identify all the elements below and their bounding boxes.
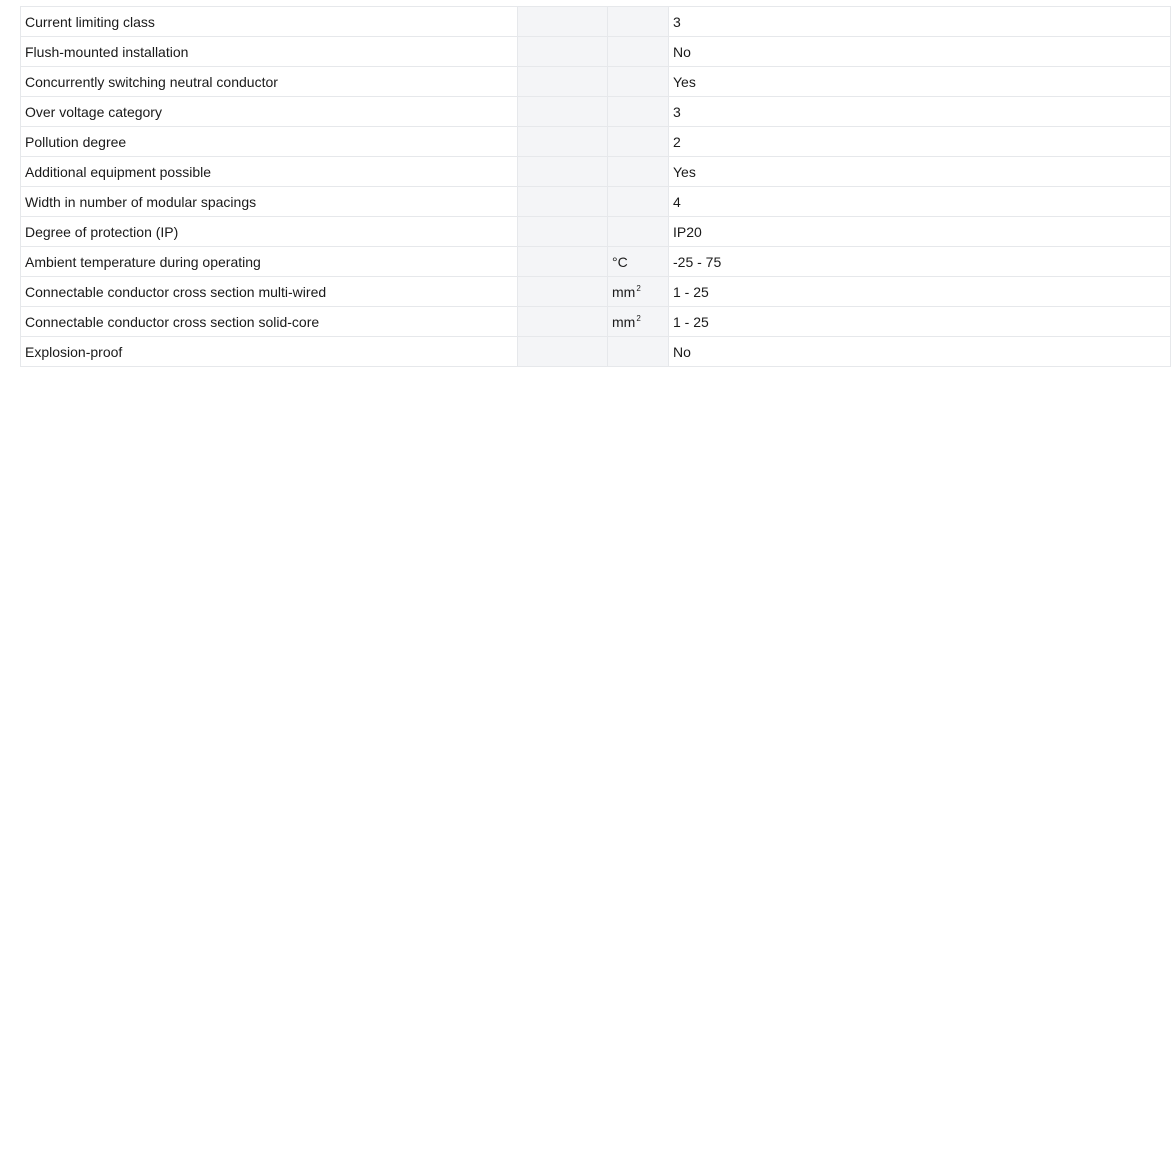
table-row [21,307,1171,337]
spec-unit [608,127,669,157]
spec-value: -25 - 75 [669,247,1171,277]
spec-value: IP20 [669,217,1171,247]
spec-empty-cell [518,217,608,247]
spec-empty-cell [518,187,608,217]
spec-unit [608,157,669,187]
spec-unit [608,247,669,277]
spec-label: Ambient temperature during operating [21,247,518,277]
spec-unit [608,7,669,37]
table-row [21,7,1171,37]
spec-label: Degree of protection (IP) [21,217,518,247]
spec-empty-cell [518,307,608,337]
spec-value: Yes [669,67,1171,97]
spec-unit [608,187,669,217]
table-row [21,217,1171,247]
spec-empty-cell [518,247,608,277]
spec-unit-text: mm [612,313,636,330]
spec-label: Width in number of modular spacings [21,187,518,217]
spec-label: Flush-mounted installation [21,37,518,67]
spec-empty-cell [518,277,608,307]
table-row [21,157,1171,187]
spec-empty-cell [518,67,608,97]
spec-unit-text: °C [612,253,628,270]
table-row [21,97,1171,127]
table-row [21,67,1171,97]
spec-empty-cell [518,97,608,127]
spec-unit [608,307,669,337]
spec-unit [608,97,669,127]
spec-label: Additional equipment possible [21,157,518,187]
spec-unit-superscript: 2 [636,283,641,293]
table-row [21,337,1171,367]
spec-value: 1 - 25 [669,277,1171,307]
spec-unit-superscript: 2 [636,313,641,323]
spec-unit [608,37,669,67]
spec-label: Explosion-proof [21,337,518,367]
spec-empty-cell [518,37,608,67]
spec-unit [608,277,669,307]
spec-label: Pollution degree [21,127,518,157]
spec-value: No [669,337,1171,367]
spec-unit-text: mm [612,283,636,300]
spec-empty-cell [518,337,608,367]
spec-empty-cell [518,127,608,157]
spec-unit [608,337,669,367]
spec-unit [608,217,669,247]
spec-label: Over voltage category [21,97,518,127]
table-row [21,277,1171,307]
spec-value: No [669,37,1171,67]
spec-value: 3 [669,7,1171,37]
spec-unit [608,67,669,97]
spec-value: 4 [669,187,1171,217]
table-row [21,127,1171,157]
table-row [21,247,1171,277]
spec-empty-cell [518,7,608,37]
spec-label: Concurrently switching neutral conductor [21,67,518,97]
spec-empty-cell [518,157,608,187]
spec-value: 1 - 25 [669,307,1171,337]
spec-value: Yes [669,157,1171,187]
spec-table-body [21,7,1171,367]
spec-table [20,6,1171,367]
spec-label: Connectable conductor cross section multi-wired [21,277,518,307]
spec-label: Connectable conductor cross section solid-core [21,307,518,337]
table-row [21,37,1171,67]
table-row [21,187,1171,217]
spec-label: Current limiting class [21,7,518,37]
spec-value: 2 [669,127,1171,157]
spec-value: 3 [669,97,1171,127]
